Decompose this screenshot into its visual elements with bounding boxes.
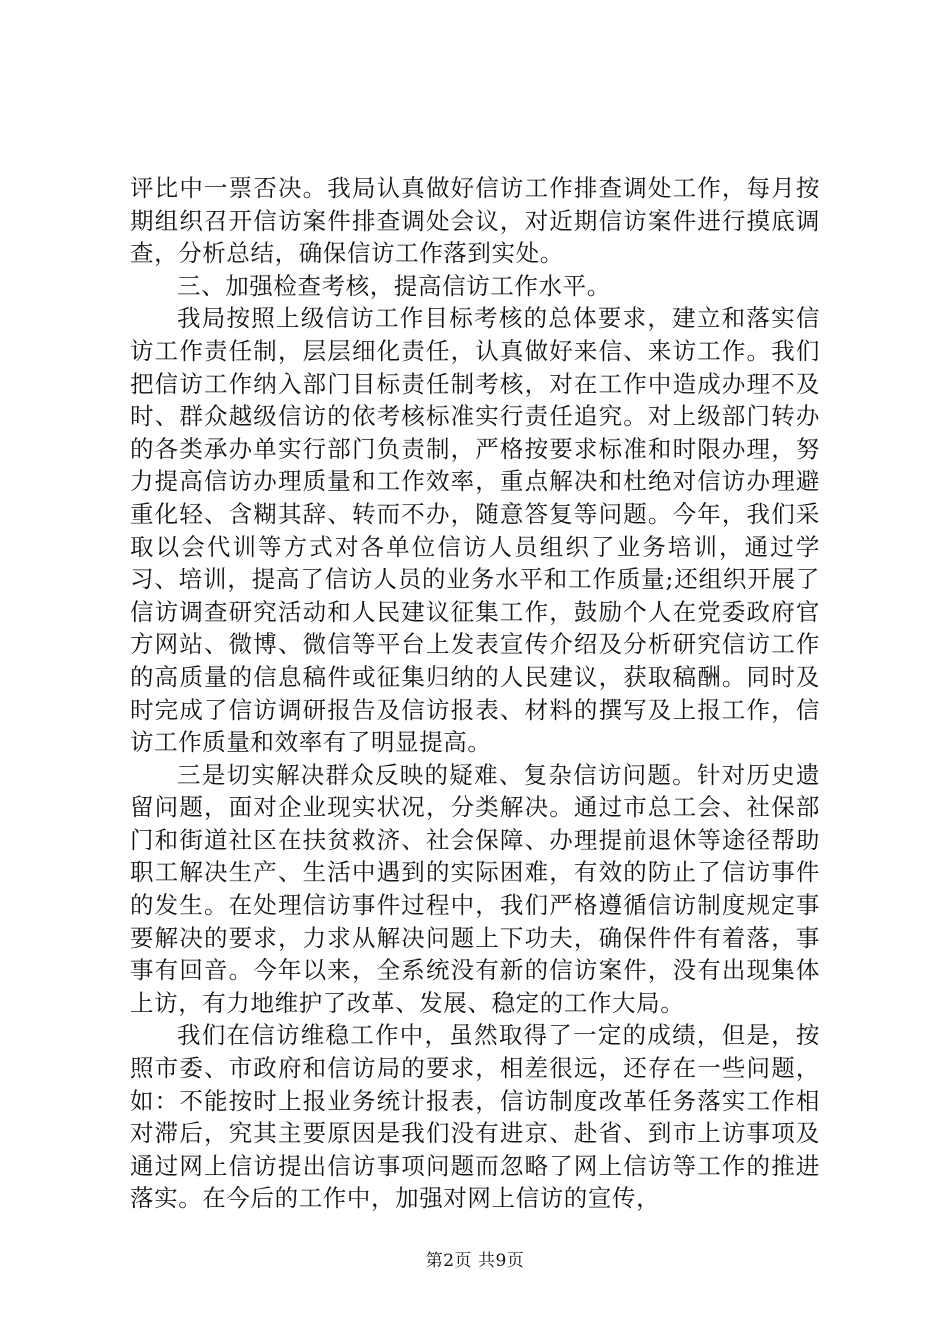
document-body (130, 172, 820, 1215)
paragraph-target-assessment: 我局按照上级信访工作目标考核的总体要求，建立和落实信访工作责任制，层层细化责任，认真做好来信、来访工作。我们把信访工作纳入部门目标责任制考核，对在工作中造成办理不及时、群众越级信访的依考核标准实行责任追究。对上级部门转办的各类承办单实行部门负责制，严格按要求标准和时限办理，努力提高信访办理质量和工作效率，重点解决和杜绝对信访办理避重化轻、含糊其辞、转而不办，随意答复等问题。今年，我们采取以会代训等方式对各单位信访人员组织了业务培训，通过学习、培训，提高了信访人员的业务水平和工作质量;还组织开展了信访调查研究活动和人民建议征集工作，鼓励个人在党委政府官方网站、微博、微信等平台上发表宣传介绍及分析研究信访工作的高质量的信息稿件或征集归纳的人民建议，获取稿酬。同时及时完成了信访调研报告及信访报表、材料的撰写及上报工作，信访工作质量和效率有了明显提高。 (130, 304, 820, 757)
paragraph-complex-issues: 三是切实解决群众反映的疑难、复杂信访问题。针对历史遗留问题，面对企业现实状况，分类解决。通过市总工会、社保部门和街道社区在扶贫救济、社会保障、办理提前退休等途径帮助职工解决生产、生活中遇到的实际困难，有效的防止了信访事件的发生。在处理信访事件过程中，我们严格遵循信访制度规定事要解决的要求，力求从解决问题上下功夫，确保件件有着落，事事有回音。今年以来，全系统没有新的信访案件，没有出现集体上访，有力地维护了改革、发展、稳定的工作大局。 (130, 760, 820, 1017)
paragraph-continuation: 评比中一票否决。我局认真做好信访工作排查调处工作，每月按期组织召开信访案件排查调处会议，对近期信访案件进行摸底调查，分析总结，确保信访工作落到实处。 (130, 174, 820, 268)
section-heading: 三、加强检查考核，提高信访工作水平。 (177, 271, 611, 300)
paragraph-shortcomings: 我们在信访维稳工作中，虽然取得了一定的成绩，但是，按照市委、市政府和信访局的要求，相差很远，还存在一些问题，如：不能按时上报业务统计报表，信访制度改革任务落实工作相对滞后，究其主要原因是我们没有进京、赴省、到市上访事项及通过网上信访提出信访事项问题而忽略了网上信访等工作的推进落实。在今后的工作中，加强对网上信访的宣传， (130, 1021, 820, 1213)
page-footer: 第2页 共9页 (425, 1251, 525, 1271)
